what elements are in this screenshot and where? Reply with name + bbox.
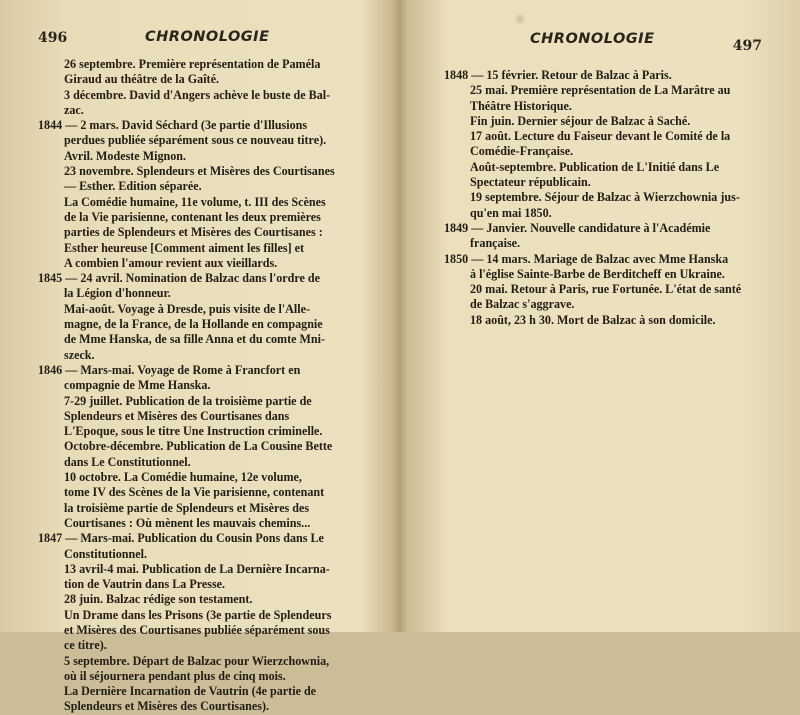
text-line: Théâtre Historique. (470, 98, 572, 113)
text-line: A combien l'amour revient aux vieillards. (64, 255, 278, 270)
text-line: 23 novembre. Splendeurs et Misères des Courtisanes (64, 164, 335, 179)
text-line: où il séjournera pendant plus de cinq mois. (64, 668, 286, 683)
text-line: 1850 — 14 mars. Mariage de Balzac avec Mme Hanska (444, 251, 729, 266)
text-line: la troisième partie de Splendeurs et Misères des (64, 500, 310, 515)
text-line: et Misères des Courtisanes publiée séparément sous (64, 622, 330, 637)
text-line: française. (470, 236, 521, 251)
text-line: 25 mai. Première représentation de La Marâtre au (470, 83, 731, 98)
text-line: Un Drame dans les Prisons (3e partie de Splendeurs (64, 607, 332, 622)
text-line: Comédie-Française. (470, 144, 574, 159)
text-line: à l'église Sainte-Barbe de Berditcheff en Ukraine. (470, 266, 725, 281)
text-line: Mai-août. Voyage à Dresde, puis visite de l'Alle- (64, 301, 311, 316)
text-line: 17 août. Lecture du Faiseur devant le Comité de la (470, 129, 731, 144)
text-line: magne, de la France, de la Hollande en compagnie (64, 317, 323, 332)
text-line: La Dernière Incarnation de Vautrin (4e partie de (64, 684, 317, 699)
text-line: zac. (64, 102, 84, 117)
text-line: szeck. (64, 347, 95, 362)
text-line: 28 juin. Balzac rédige son testament. (64, 592, 253, 607)
text-line: Avril. Modeste Mignon. (64, 148, 187, 163)
text-line: la Légion d'honneur. (64, 286, 171, 301)
text-line: 13 avril-4 mai. Publication de La Dernière Incarna- (64, 561, 330, 576)
text-line: 1844 — 2 mars. David Séchard (3e partie d'Illusions (38, 118, 308, 133)
text-line: 5 septembre. Départ de Balzac pour Wierzchownia, (64, 653, 330, 668)
text-line: 1845 — 24 avril. Nomination de Balzac dans l'ordre de (38, 271, 320, 286)
text-line: — Esther. Edition séparée. (64, 179, 202, 194)
text-line: parties de Splendeurs et Misères des Courtisanes : (64, 225, 323, 240)
text-line: 7-29 juillet. Publication de la troisième partie de (64, 393, 312, 408)
right-page (400, 0, 800, 632)
text-line: qu'en mai 1850. (470, 205, 552, 220)
running-head: CHRONOLOGIE (530, 31, 655, 47)
text-line: 1849 — Janvier. Nouvelle candidature à l'Académie (444, 220, 711, 235)
text-line: dans Le Constitutionnel. (64, 454, 191, 469)
text-line: ce titre). (64, 638, 107, 653)
text-line: Spectateur républicain. (470, 175, 591, 190)
page-body (38, 57, 368, 715)
text-line: 18 août, 23 h 30. Mort de Balzac à son domicile. (470, 312, 716, 327)
text-line: Fin juin. Dernier séjour de Balzac à Saché. (470, 113, 691, 128)
text-line: 3 décembre. David d'Angers achève le buste de Bal- (64, 87, 331, 102)
text-line: Octobre-décembre. Publication de La Cousine Bette (64, 439, 333, 454)
text-line: Splendeurs et Misères des Courtisanes). (64, 699, 270, 714)
text-line: Esther heureuse [Comment aiment les filles] et (64, 240, 305, 255)
text-line: de Mme Hanska, de sa fille Anna et du comte Mni- (64, 332, 326, 347)
text-line: Splendeurs et Misères des Courtisanes dans (64, 408, 290, 423)
text-line: La Comédie humaine, 11e volume, t. III des Scènes (64, 194, 326, 209)
left-page (0, 0, 400, 714)
text-line: 1846 — Mars-mai. Voyage de Rome à Francfort en (38, 362, 301, 377)
text-line: 26 septembre. Première représentation de Paméla (64, 57, 321, 71)
page-body (444, 68, 774, 328)
page-number: 496 (38, 30, 68, 46)
page-number: 497 (732, 38, 762, 54)
text-line: de Balzac s'aggrave. (470, 297, 575, 312)
text-line: Giraud au théâtre de la Gaîté. (64, 72, 219, 87)
text-line: perdues publiée séparément sous ce nouveau titre). (64, 133, 327, 148)
running-head: CHRONOLOGIE (145, 29, 270, 45)
text-line: 20 mai. Retour à Paris, rue Fortunée. L'état de santé (470, 282, 742, 297)
text-line: Courtisanes : Où mènent les mauvais chemins... (64, 515, 311, 530)
text-line: tion de Vautrin dans La Presse. (64, 577, 226, 592)
text-line: 19 septembre. Séjour de Balzac à Wierzchownia jus- (470, 190, 740, 205)
text-line: Constitutionnel. (64, 546, 147, 561)
text-line: 1847 — Mars-mai. Publication du Cousin Pons dans Le (38, 531, 324, 546)
text-line: 1848 — 15 février. Retour de Balzac à Paris. (444, 68, 672, 82)
text-line: compagnie de Mme Hanska. (64, 378, 211, 393)
text-line: de la Vie parisienne, contenant les deux premières (64, 209, 321, 224)
text-line: Août-septembre. Publication de L'Initié dans Le (470, 159, 720, 174)
text-line: 10 octobre. La Comédie humaine, 12e volume, (64, 470, 302, 485)
text-line: tome IV des Scènes de la Vie parisienne, contenant (64, 485, 325, 500)
text-line: L'Epoque, sous le titre Une Instruction criminelle. (64, 424, 323, 439)
